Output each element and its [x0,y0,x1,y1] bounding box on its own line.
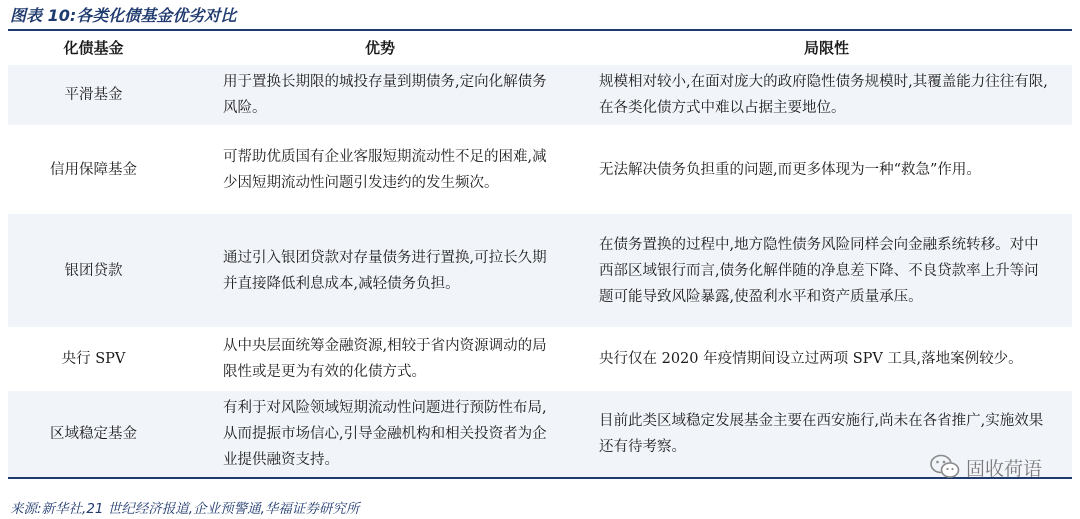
table-row [8,390,1072,478]
watermark [930,452,1042,482]
fund-advantage: 有利于对风险领域短期流动性问题进行预防性布局,从而提振市场信心,引导金融机构和相关投资者为企业提供融资支持。 [179,390,581,478]
fund-limitation: 在债务置换的过程中,地方隐性债务风险同样会向金融系统转移。对中西部区域银行而言,债务化解伴随的净息差下降、不良贷款率上升等问题可能导致风险暴露,使盈利水平和资产质量承压。 [581,213,1072,328]
fund-advantage: 可帮助优质国有企业客服短期流动性不足的困难,减少因短期流动性问题引发违约的发生频次。 [179,126,581,213]
fund-name: 区域稳定基金 [8,390,179,478]
table-row [8,126,1072,213]
fund-name: 央行 SPV [8,328,179,390]
watermark-text: 固收荷语 [965,457,1042,480]
fund-limitation: 规模相对较小,在面对庞大的政府隐性债务规模时,其覆盖能力往往有限,在各类化债方式中难以占据主要地位。 [581,64,1072,126]
fund-name: 银团贷款 [8,213,179,328]
header-fund: 化债基金 [8,31,179,64]
fund-advantage: 用于置换长期限的城投存量到期债务,定向化解债务风险。 [179,64,581,126]
table-row [8,64,1072,126]
wechat-icon [930,454,960,480]
fund-name: 信用保障基金 [8,126,179,213]
table-header-row [8,31,1072,64]
comparison-table [8,31,1072,479]
fund-advantage: 通过引入银团贷款对存量债务进行置换,可拉长久期并直接降低利息成本,减轻债务负担。 [179,213,581,328]
table-row [8,213,1072,328]
table-row [8,328,1072,390]
header-advantage: 优势 [179,31,581,64]
fund-limitation: 央行仅在 2020 年疫情期间设立过两项 SPV 工具,落地案例较少。 [581,328,1072,390]
fund-name: 平滑基金 [8,64,179,126]
source-note: 来源:新华社,21 世纪经济报道,企业预警通,华福证券研究所 [10,501,360,517]
fund-limitation: 无法解决债务负担重的问题,而更多体现为一种“救急”作用。 [581,126,1072,213]
fund-advantage: 从中央层面统筹金融资源,相较于省内资源调动的局限性或是更为有效的化债方式。 [179,328,581,390]
header-limitation: 局限性 [581,31,1072,64]
fund-limitation: 目前此类区域稳定发展基金主要在西安施行,尚未在各省推广,实施效果还有待考察。 [581,390,1072,478]
figure-title: 图表 10:各类化债基金优劣对比 [10,6,237,25]
